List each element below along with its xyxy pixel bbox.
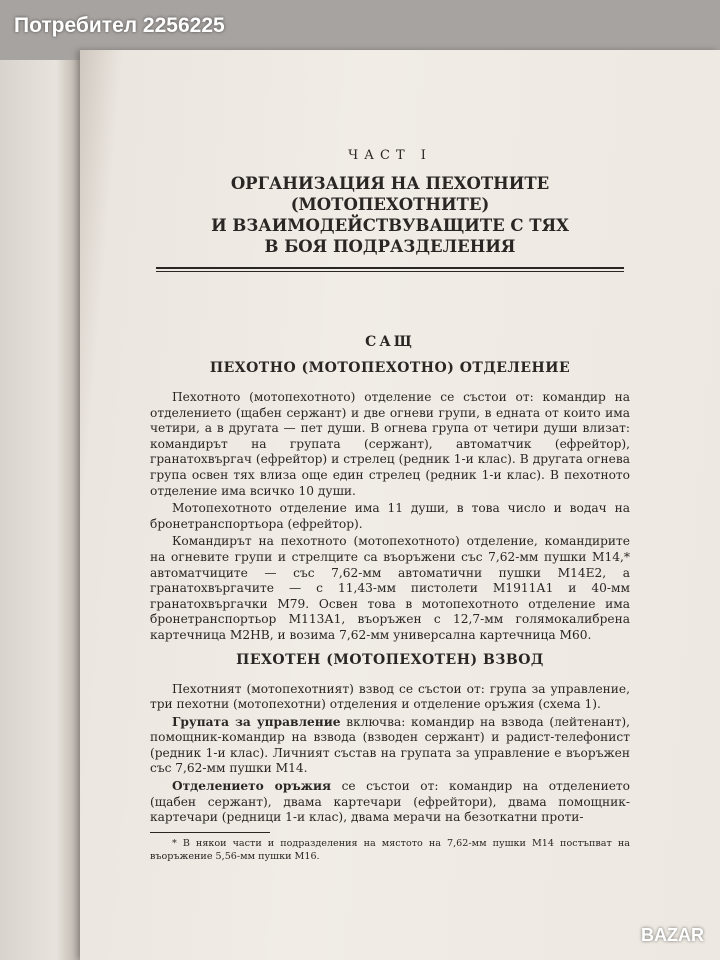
part-title-line: В БОЯ ПОДРАЗДЕЛЕНИЯ (264, 237, 516, 256)
title-rule (156, 267, 624, 269)
paragraph-body: се състои от: командир на отделението (щабен сержант), двама картечари (ефрейтори), двама помощник-картечари (редници 1-и клас), двама мерачи на безоткатни проти- (150, 779, 630, 825)
paragraph (150, 779, 630, 826)
part-title-line: ОРГАНИЗАЦИЯ НА ПЕХОТНИТЕ (МОТОПЕХОТНИТЕ) (230, 174, 550, 214)
footnote-rule (150, 832, 270, 833)
subsection-title: ПЕХОТНО (МОТОПЕХОТНО) ОТДЕЛЕНИЕ (209, 360, 571, 376)
paragraph: Командирът на пехотното (мотопехотното) отделение, командирите на огневите групи и стрелците са въоръжени със 7,62-мм пушки М14,* автоматчиците — със 7,62-мм автоматични пушки М14Е2, а гранатохвъргачите — с 11,43-мм пистолети М1911А1 и 40-мм гранатохвъргачки М79. Освен това в мотопехотното отделение има бронетранспортьор М113А1, въоръжен с 12,7-мм голямокалибрена картечница М2НВ, и возима 7,62-мм универсална картечница М60. (150, 534, 630, 642)
subsection-title: ПЕХОТЕН (МОТОПЕХОТЕН) ВЗВОД (236, 651, 544, 668)
watermark: Потребител 2256225 (14, 14, 225, 37)
title-rule-thin (156, 271, 624, 272)
paragraph: Пехотното (мотопехотното) отделение се състои от: командир на отделението (щабен сержант) и две огневи групи, в едната от които има четири, а в другата — пет души. В огнева група от четири души влизат: командирът на групата (сержант), автоматчик (ефрейтор), гранатохвъргач (ефрейтор) и стрелец (редник 1-и клас). В другата огнева група освен тях влиза още един стрелец (редник 1-и клас). В пехотното отделение има всичко 10 души. (150, 390, 630, 498)
paragraph: Мотопехотното отделение има 11 души, в това число и водач на бронетранспортьора (ефрейтор). (150, 501, 630, 531)
paragraph-lead: Групата за управление (172, 714, 341, 729)
section-title: САЩ (365, 334, 415, 350)
part-label: ЧАСТ I (348, 148, 432, 163)
left-page-edge (0, 60, 80, 960)
paragraph (150, 715, 630, 777)
part-title (150, 173, 630, 257)
bazar-logo: BAZAR (641, 925, 704, 945)
part-title-line: И ВЗАИМОДЕЙСТВУВАЩИТЕ С ТЯХ (211, 216, 569, 235)
paragraph-lead: Отделението оръжия (172, 779, 332, 794)
page-content (150, 140, 630, 863)
paragraph-body: включва: командир на взвода (лейтенант), помощник-командир на взвода (взводен сержант) и радист-телефонист (редник 1-и клас). Личният състав на групата за управление е въоръжен със 7,62-мм пушки М14. (150, 714, 630, 776)
paragraph: Пехотният (мотопехотният) взвод се състои от: група за управление, три пехотни (мотопехотни) отделения и отделение оръжия (схема 1). (150, 681, 630, 712)
footnote: * В някои части и подразделения на мястото на 7,62-мм пушки М14 постъпват на въоръжение 5,56-мм пушки М16. (150, 837, 630, 862)
